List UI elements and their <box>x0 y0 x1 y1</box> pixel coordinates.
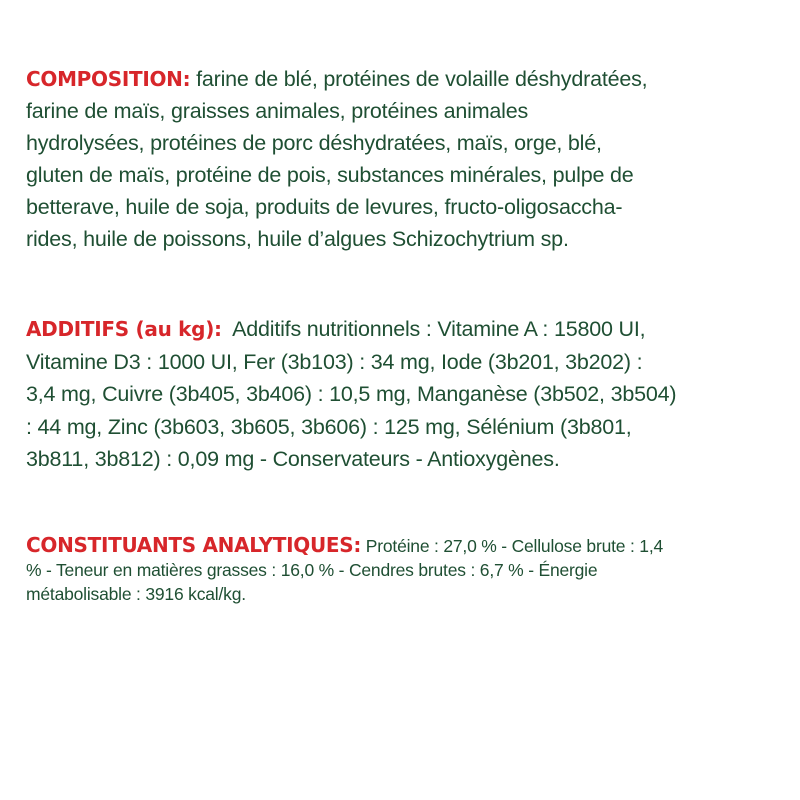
additifs-line-2: Vitamine D3 : 1000 UI, Fer (3b103) : 34 mg, Iode (3b201, 3b202) : <box>26 349 643 374</box>
constituants-text: Protéine : 27,0 % - Cellulose brute : 1,4 <box>361 536 664 556</box>
composition-text: farine de blé, protéines de volaille déshydratées, <box>190 67 648 91</box>
composition-line-2: farine de maïs, graisses animales, protéines animales <box>26 99 529 123</box>
composition-line-3: hydrolysées, protéines de porc déshydratées, maïs, orge, blé, <box>26 131 602 155</box>
composition-label: COMPOSITION: <box>26 67 191 91</box>
composition-line-6: rides, huile de poissons, huile d’algues Schizochytrium sp. <box>26 227 569 251</box>
composition-line-4: gluten de maïs, protéine de pois, substances minérales, pulpe de <box>26 163 634 187</box>
constituants-line-1 <box>26 533 778 558</box>
additifs-text: Additifs nutritionnels : Vitamine A : 15800 UI, <box>221 317 646 341</box>
constituants-line-3: métabolisable : 3916 kcal/kg. <box>26 584 246 604</box>
additifs-section <box>26 313 778 476</box>
additifs-line-4: : 44 mg, Zinc (3b603, 3b605, 3b606) : 125 mg, Sélénium (3b801, <box>26 414 632 439</box>
additifs-line-5: 3b811, 3b812) : 0,09 mg - Conservateurs - Antioxygènes. <box>26 447 560 471</box>
composition-section <box>26 63 778 255</box>
composition-line-1 <box>26 63 778 95</box>
additifs-label: ADDITIFS (au kg): <box>26 317 222 341</box>
constituants-section <box>26 533 778 606</box>
additifs-line-1 <box>26 313 778 346</box>
composition-line-5: betterave, huile de soja, produits de levures, fructo-oligosaccha- <box>26 195 623 219</box>
constituants-line-2: % - Teneur en matières grasses : 16,0 % - Cendres brutes : 6,7 % - Énergie <box>26 560 598 580</box>
additifs-line-3: 3,4 mg, Cuivre (3b405, 3b406) : 10,5 mg, Manganèse (3b502, 3b504) <box>26 382 677 406</box>
constituants-label: CONSTITUANTS ANALYTIQUES: <box>26 533 362 557</box>
